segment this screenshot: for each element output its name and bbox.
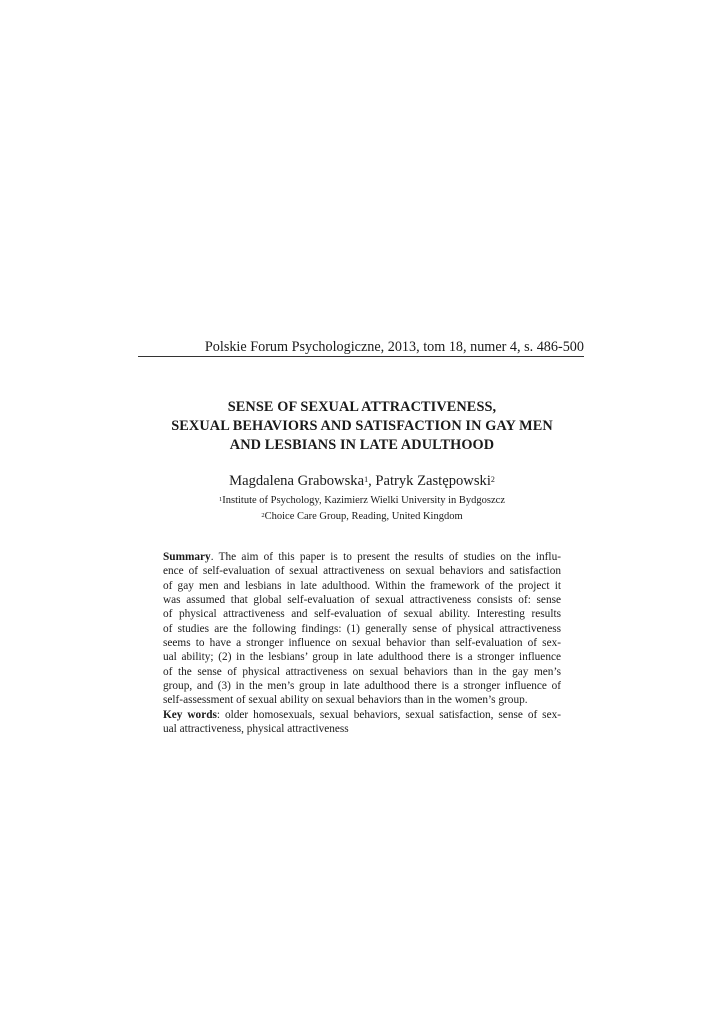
affiliation-mark: 2 — [261, 512, 265, 519]
title-line: AND LESBIANS IN LATE ADULTHOOD — [229, 437, 495, 453]
abstract-line: self-assessment of sexual ability on sexual behaviors than in the women’s group. — [163, 694, 528, 707]
abstract-line: of physical attractiveness and self-evaluation of sexual ability. Interesting results — [163, 608, 561, 621]
paper-title — [120, 398, 604, 455]
abstract-line: seems to have a stronger influence on sexual behavior than self-evaluation of sex- — [163, 637, 561, 650]
abstract — [163, 550, 561, 736]
author-name: Magdalena Grabowska — [229, 473, 365, 489]
keywords-label: Key words — [163, 708, 217, 721]
affiliation-text: Institute of Psychology, Kazimierz Wielki University in Bydgoszcz — [222, 495, 505, 506]
keywords-line: ual attractiveness, physical attractiveness — [163, 723, 349, 736]
abstract-line: was assumed that global self-evaluation of sexual attractiveness consists of: sense — [163, 594, 561, 607]
summary-text: . The aim of this paper is to present the results of studies on the influ- — [210, 551, 561, 563]
header-rule — [138, 356, 584, 357]
author-name: Patryk Zastępowski — [375, 473, 491, 489]
affiliation-text: Choice Care Group, Reading, United Kingdom — [264, 511, 463, 522]
author-affiliation-mark: 1 — [364, 475, 369, 484]
author-separator: , — [368, 473, 376, 489]
keywords-line — [163, 708, 561, 722]
abstract-line: of studies are the following findings: (1) generally sense of physical attractiveness — [163, 622, 561, 635]
author-list — [120, 472, 604, 490]
abstract-line: of gay men and lesbians in late adulthood. Within the framework of the project it — [163, 579, 561, 592]
journal-header: Polskie Forum Psychologiczne, 2013, tom 18, numer 4, s. 486-500 — [204, 339, 584, 355]
abstract-line: ual ability; (2) in the lesbians’ group in late adulthood there is a stronger influence — [163, 651, 561, 664]
abstract-line: group, and (3) in the men’s group in late adulthood there is a stronger influence of — [163, 680, 561, 693]
abstract-line: ence of self-evaluation of sexual attractiveness on sexual behaviors and satisfaction — [163, 565, 561, 578]
author-affiliation-mark: 2 — [490, 475, 495, 484]
abstract-line — [163, 550, 561, 564]
affiliation — [120, 510, 604, 524]
title-line: SENSE OF SEXUAL ATTRACTIVENESS, — [227, 399, 497, 415]
affiliation-mark: 1 — [219, 496, 223, 503]
abstract-line: of the sense of physical attractiveness on sexual behaviors than in the gay men’s — [163, 665, 561, 678]
keywords-text: : older homosexuals, sexual behaviors, sexual satisfaction, sense of sex- — [216, 708, 561, 721]
title-line: SEXUAL BEHAVIORS AND SATISFACTION IN GAY MEN — [171, 418, 553, 434]
summary-label: Summary — [163, 551, 211, 563]
affiliation — [120, 494, 604, 508]
